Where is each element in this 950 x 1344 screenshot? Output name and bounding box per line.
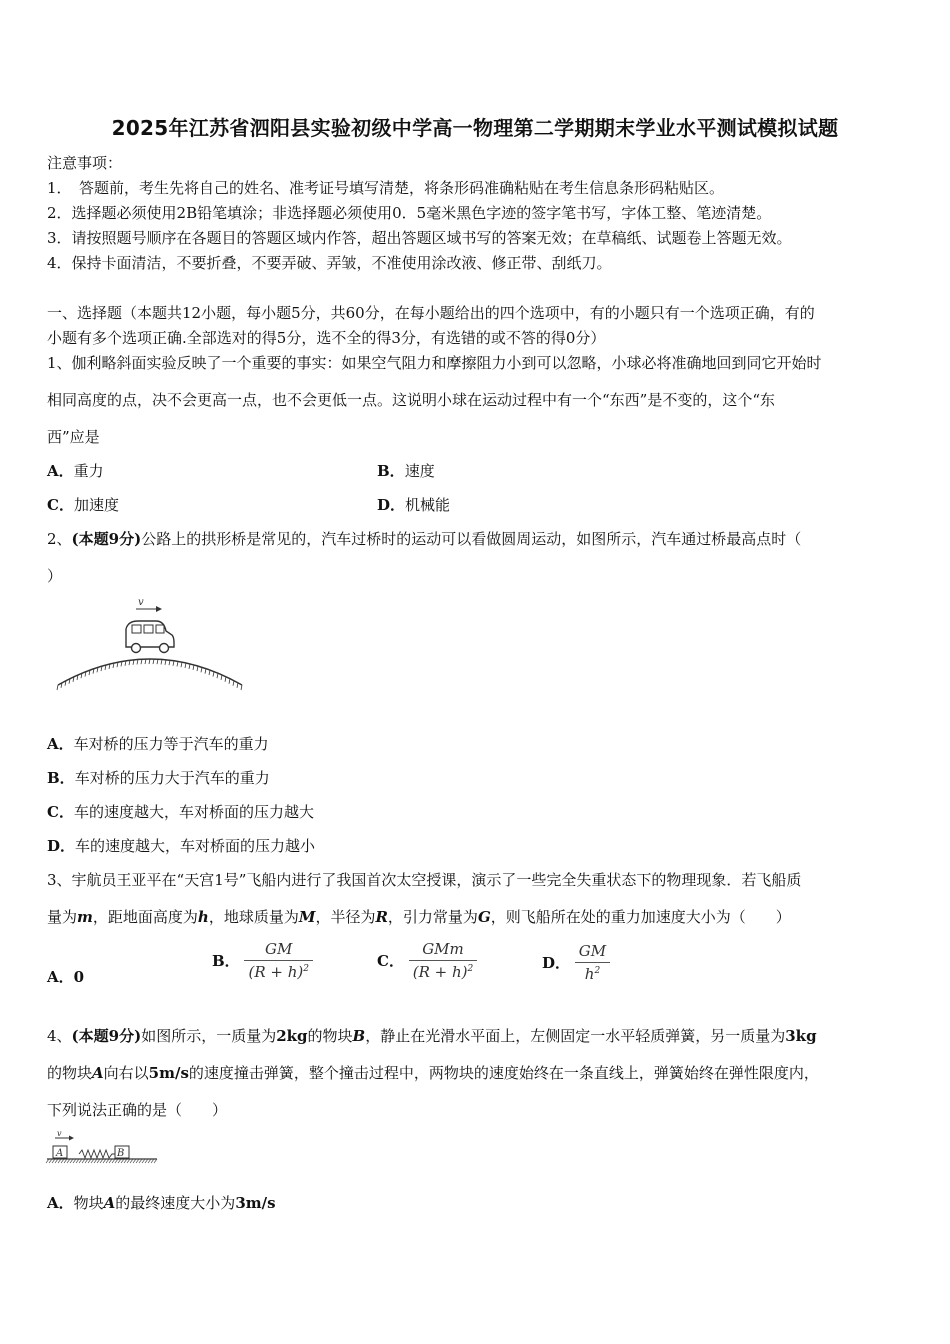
q1-option-a: A．重力 (47, 462, 104, 480)
notice-item-1: 1． 答题前，考生先将自己的姓名、准考证号填写清楚，将条形码准确粘贴在考生信息条形码粘贴区。 (47, 179, 725, 197)
q2-option-b: B．车对桥的压力大于汽车的重力 (47, 769, 270, 787)
q4-stem-line-3: 下列说法正确的是（ ） (47, 1101, 228, 1119)
q3-option-d-fraction: $\frac{GM}{h^2}$ (575, 942, 610, 983)
notice-item-2: 2．选择题必须使用2B铅笔填涂；非选择题必须使用0．5毫米黑色字迹的签字笔书写，字体工整、笔迹清楚。 (47, 204, 772, 222)
q2-stem-line-2: ） (47, 567, 63, 585)
q1-option-b: B．速度 (377, 462, 435, 480)
velocity-label: v (138, 597, 144, 608)
q1-stem-line-1: 1、伽利略斜面实验反映了一个重要的事实：如果空气阻力和摩擦阻力小到可以忽略，小球必将准确地回到同它开始时 (47, 354, 822, 372)
q1-stem-line-3: 西”应是 (47, 428, 100, 446)
velocity-label: v (57, 1130, 62, 1138)
q3-option-c-fraction: $\frac{\text{GMm}}{(R + h)^2}$ (409, 940, 478, 981)
q2-option-a: A．车对桥的压力等于汽车的重力 (47, 735, 269, 753)
q1-option-c: C．加速度 (47, 496, 119, 514)
svg-text:B: B (117, 1148, 125, 1159)
section-heading-line-1: 一、选择题（本题共12小题，每小题5分，共60分，在每小题给出的四个选项中，有的小题只有一个选项正确，有的 (47, 304, 815, 322)
q2-option-c: C．车的速度越大，车对桥面的压力越大 (47, 803, 314, 821)
spring-blocks-figure (45, 1130, 165, 1168)
notice-heading: 注意事项： (47, 154, 123, 172)
q3-option-b: B． $\frac{GM}{(R + h)^2}$ (212, 940, 313, 981)
q3-option-a: A．0 (47, 968, 85, 986)
q1-stem-line-2: 相同高度的点，决不会更高一点，也不会更低一点。这说明小球在运动过程中有一个“东西”是不变的，这个“东 (47, 391, 776, 409)
q3-stem-line-2: 量为m，距地面高度为h，地球质量为M，半径为R，引力常量为G，则飞船所在处的重力加速度大小为（ ） (47, 908, 791, 926)
arch-bridge-figure (52, 595, 252, 695)
svg-text:A: A (56, 1148, 64, 1159)
q2-stem-line-1: 2、(本题9分)公路上的拱形桥是常见的，汽车过桥时的运动可以看做圆周运动，如图所示，汽车通过桥最高点时（ (47, 530, 802, 548)
q4-stem-line-2: 的物块A向右以5m/s的速度撞击弹簧，整个撞击过程中，两物块的速度始终在一条直线上，弹簧始终在弹性限度内， (47, 1064, 819, 1082)
spring (79, 1150, 115, 1158)
section-heading-line-2: 小题有多个选项正确.全部选对的得5分，选不全的得3分，有选错的或不答的得0分） (47, 329, 606, 347)
q3-stem-line-1: 3、宇航员王亚平在“天宫1号”飞船内进行了我国首次太空授课，演示了一些完全失重状态下的物理现象．若飞船质 (47, 871, 802, 889)
q4-stem-line-1: 4、(本题9分)如图所示，一质量为2kg的物块B，静止在光滑水平面上，左侧固定一水平轻质弹簧，另一质量为3kg (47, 1027, 817, 1045)
q4-option-a: A．物块A的最终速度大小为3m/s (47, 1194, 276, 1212)
page-title: 2025年江苏省泗阳县实验初级中学高一物理第二学期期末学业水平测试模拟试题 (111, 116, 839, 140)
q3-option-c: C． $\frac{\text{GMm}}{(R + h)^2}$ (377, 940, 477, 981)
notice-item-4: 4．保持卡面清洁，不要折叠，不要弄破、弄皱，不准使用涂改液、修正带、刮纸刀。 (47, 254, 612, 272)
q3-option-b-fraction: $\frac{GM}{(R + h)^2}$ (244, 940, 313, 981)
q2-option-d: D．车的速度越大，车对桥面的压力越小 (47, 837, 316, 855)
notice-item-3: 3．请按照题号顺序在各题目的答题区域内作答，超出答题区域书写的答案无效；在草稿纸、试题卷上答题无效。 (47, 229, 792, 247)
q3-option-d: D． $\frac{GM}{h^2}$ (542, 942, 610, 983)
q1-option-d: D．机械能 (377, 496, 451, 514)
